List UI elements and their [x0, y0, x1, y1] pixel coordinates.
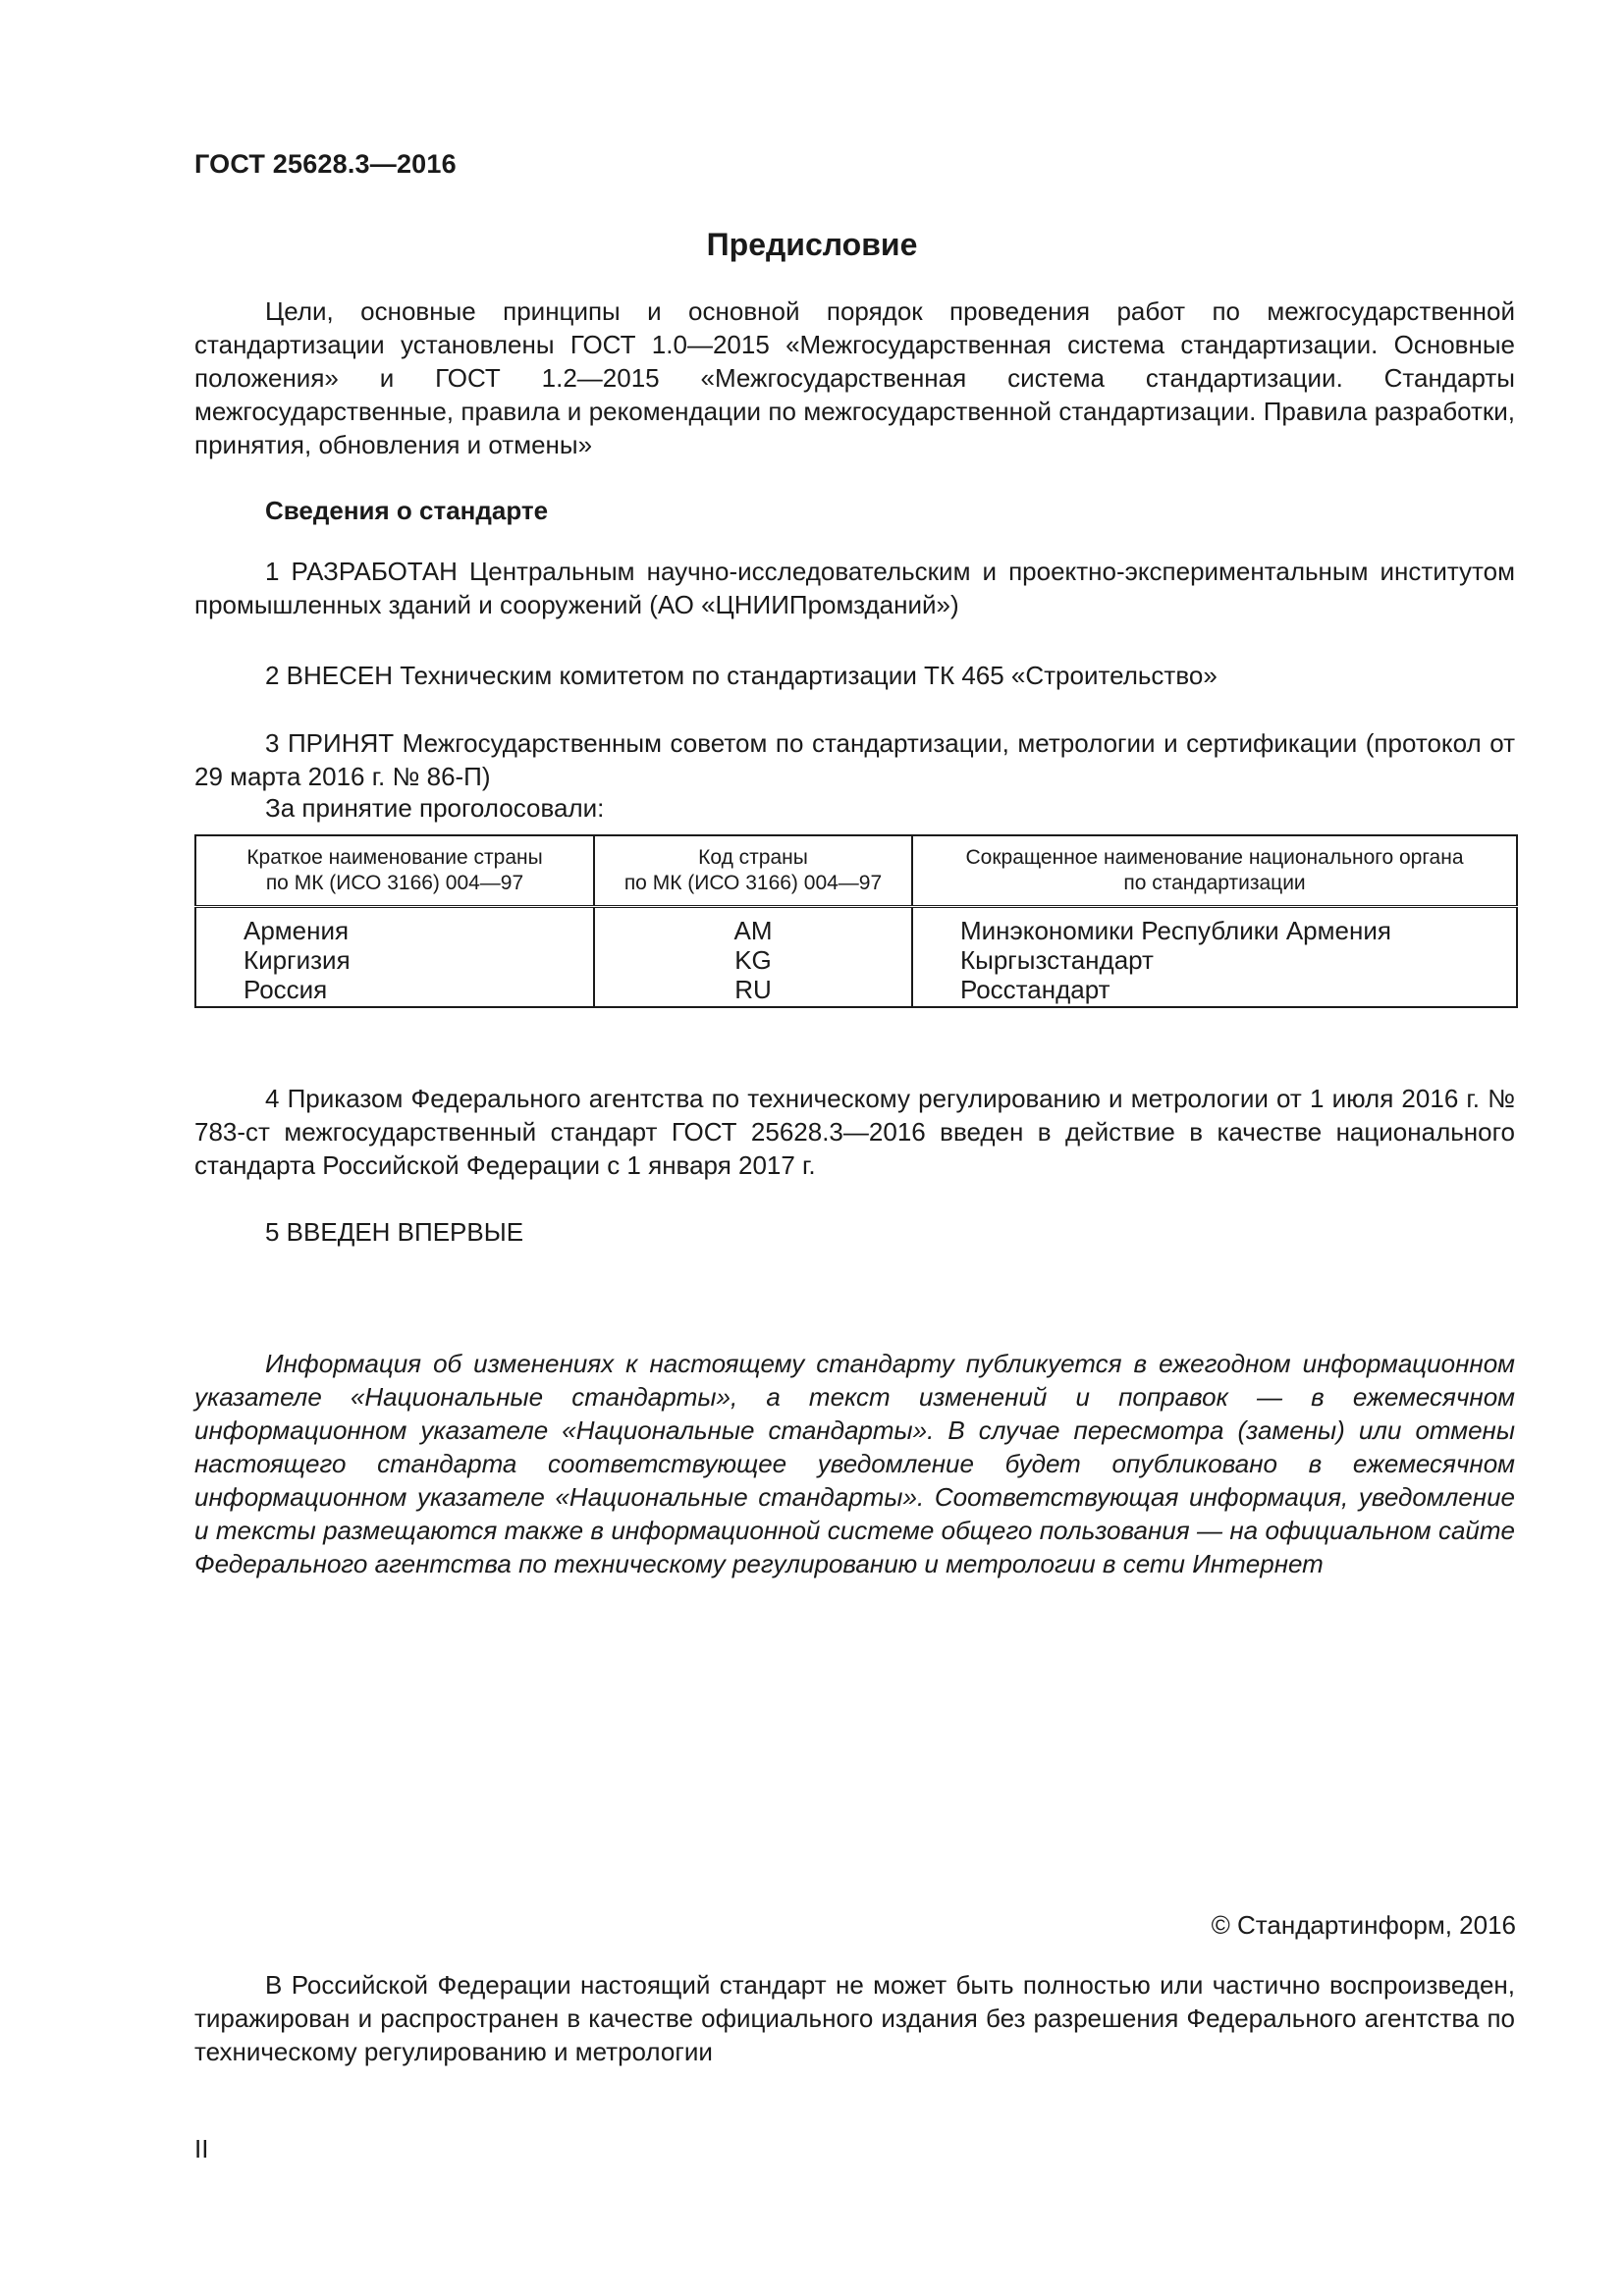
cell-body: Кыргызстандарт — [912, 945, 1517, 975]
cell-body: Росстандарт — [912, 975, 1517, 1007]
info-heading: Сведения о стандарте — [265, 496, 549, 525]
cell-code: KG — [594, 945, 912, 975]
header-country-name: Краткое наименование страны по МК (ИСО 3166) 004—97 — [195, 835, 594, 907]
header-national-body: Сокращенное наименование национального органа по стандартизации — [912, 835, 1517, 907]
item-order: 4 Приказом Федерального агентства по техническому регулированию и метрологии от 1 июля 2016 г. № 783-ст межгосударственный стандарт ГОСТ 25628.3—2016 введен в действие в качестве национального стандарта Российской Федерации с 1 января 2017 г. — [194, 1084, 1515, 1180]
item-developed: 1 РАЗРАБОТАН Центральным научно-исследовательским и проектно-экспериментальным институтом промышленных зданий и сооружений (АО «ЦНИИПромзданий») — [194, 557, 1515, 619]
cell-code: RU — [594, 975, 912, 1007]
copyright-notice: © Стандартинформ, 2016 — [1211, 1910, 1516, 1940]
cell-country: Армения — [195, 907, 594, 946]
header-country-code: Код страны по МК (ИСО 3166) 004—97 — [594, 835, 912, 907]
intro-paragraph: Цели, основные принципы и основной порядок проведения работ по межгосударственной стандартизации установлены ГОСТ 1.0—2015 «Межгосударственная система стандартизации. Основные положения» и ГОСТ 1.2—2015 «Межгосударственная система стандартизации. Стандарты межгосударственные, правила и рекомендации по межгосударственной стандартизации. Правила разработки, принятия, обновления и отмены» — [194, 296, 1515, 459]
cell-country: Россия — [195, 975, 594, 1007]
table-row — [195, 907, 1517, 946]
cell-code: AM — [594, 907, 912, 946]
cell-country: Киргизия — [195, 945, 594, 975]
item-first-introduced: 5 ВВЕДЕН ВПЕРВЫЕ — [265, 1217, 524, 1247]
page-title: Предисловие — [706, 227, 918, 262]
voted-label: За принятие проголосовали: — [265, 793, 605, 823]
voting-table — [194, 834, 1518, 1008]
table-row — [195, 945, 1517, 975]
notice-paragraph: Информация об изменениях к настоящему стандарту публикуется в ежегодном информационном указателе «Национальные стандарты», а текст изменений и поправок — в ежемесячном информационном указателе «Национальные стандарты». В случае пересмотра (замены) или отмены настоящего стандарта соответствующее уведомление будет опубликовано в ежемесячном информационном указателе «Национальные стандарты». Соответствующая информация, уведомление и тексты размещаются также в информационной системе общего пользования — на официальном сайте Федерального агентства по техническому регулированию и метрологии в сети Интернет — [194, 1349, 1515, 1578]
item-adopted: 3 ПРИНЯТ Межгосударственным советом по стандартизации, метрологии и сертификации (протокол от 29 марта 2016 г. № 86-П) — [194, 728, 1515, 791]
table-header-row — [195, 835, 1517, 907]
table-row — [195, 975, 1517, 1007]
rights-paragraph: В Российской Федерации настоящий стандарт не может быть полностью или частично воспроизведен, тиражирован и распространен в качестве официального издания без разрешения Федерального агентства по техническому регулированию и метрологии — [194, 1970, 1515, 2066]
page-number: II — [194, 2134, 209, 2163]
item-introduced: 2 ВНЕСЕН Техническим комитетом по стандартизации ТК 465 «Строительство» — [265, 661, 1218, 690]
document-code: ГОСТ 25628.3—2016 — [194, 149, 457, 179]
cell-body: Минэкономики Республики Армения — [912, 907, 1517, 946]
